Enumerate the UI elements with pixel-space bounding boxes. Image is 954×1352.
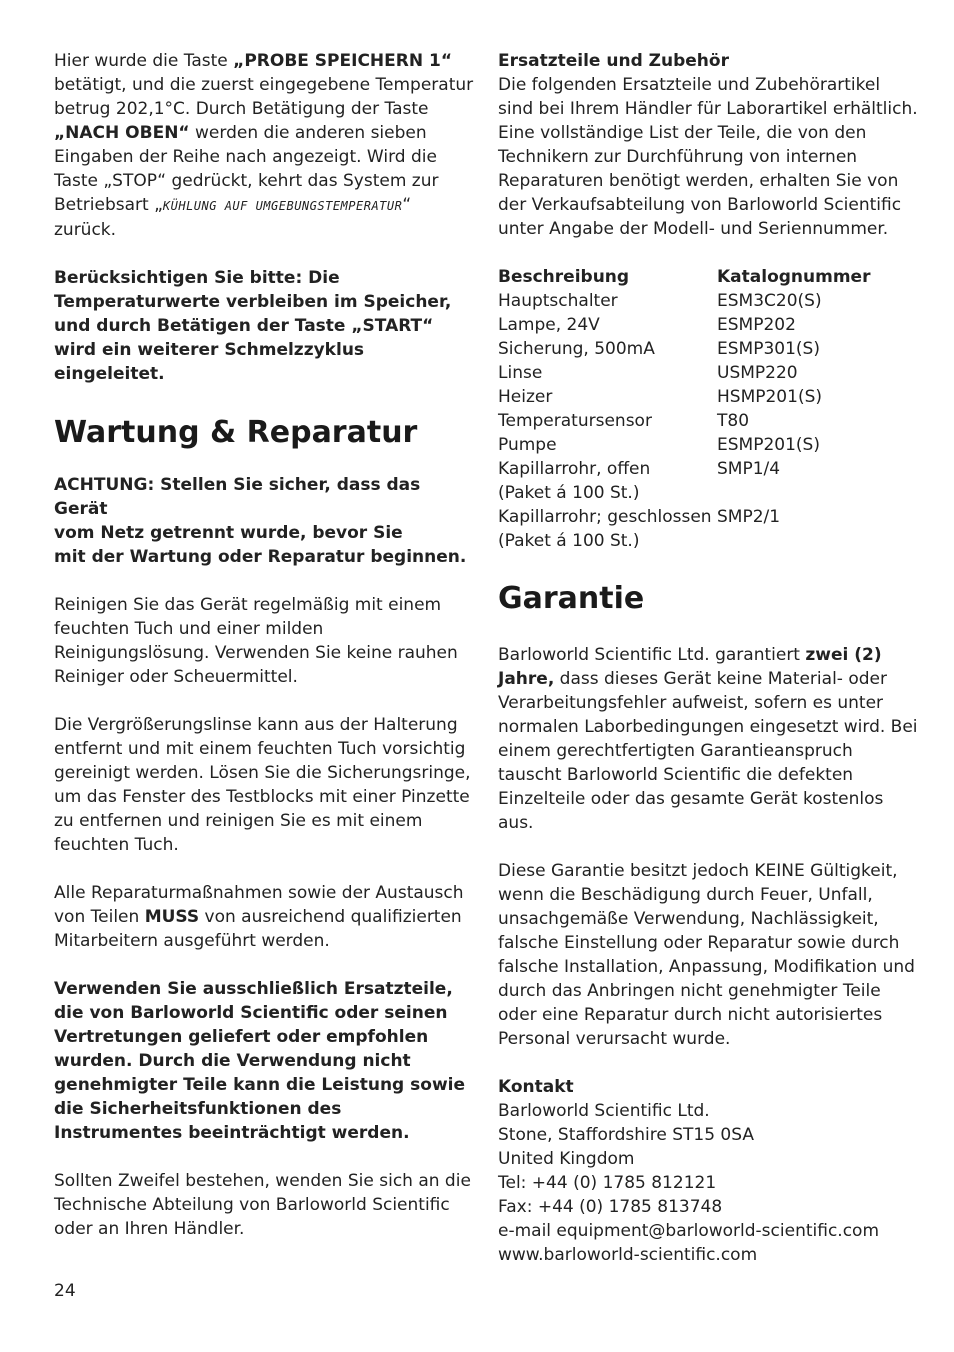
part-description: Lampe, 24V (498, 315, 600, 335)
part-description: (Paket á 100 St.) (498, 531, 640, 551)
part-description: Hauptschalter (498, 291, 618, 311)
warning-line: mit der Wartung oder Reparatur beginnen. (54, 547, 467, 567)
text-run: betätigt, und die zuerst eingegebene Temperatur betrug 202,1°C. Durch Betätigung der Taste (54, 75, 474, 119)
part-description: Temperatursensor (498, 411, 652, 431)
text-run: Hier wurde die Taste (54, 51, 234, 71)
part-description: (Paket á 100 St.) (498, 483, 640, 503)
warranty-period: zwei (2) Jahre, (498, 645, 882, 689)
table-row (498, 409, 870, 433)
emphasis-muss: MUSS (144, 907, 200, 927)
part-description: Kapillarrohr; geschlossen (498, 507, 712, 527)
part-description: Sicherung, 500mA (498, 339, 655, 359)
column-header-katalognummer: Katalognummer (717, 267, 871, 287)
part-description: Kapillarrohr, offen (498, 459, 651, 479)
text-run: dass dieses Gerät keine Material- oder Verarbeitungsfehler aufweist, sofern es unter normalen Laborbedingungen eingesetzt wird. Bei einem gerechtfertigten Garantieanspruch tauscht Barloworld Scientific die defekten Einzelteile oder das gesamte Gerät kostenlos aus. (498, 669, 918, 833)
catalog-number: T80 (717, 411, 750, 431)
table-header-row (498, 265, 870, 289)
catalog-number: ESMP201(S) (717, 435, 820, 455)
heading-wartung: Wartung & Reparatur (54, 415, 418, 450)
warranty-paragraph (498, 643, 918, 835)
catalog-number: SMP1/4 (717, 459, 781, 479)
table-row (498, 385, 870, 409)
cleaning-paragraph: Reinigen Sie das Gerät regelmäßig mit einem feuchten Tuch und einer milden Reinigungslösung. Verwenden Sie keine rauhen Reiniger oder Scheuermittel. (54, 595, 458, 687)
warning-line: ACHTUNG: Stellen Sie sicher, dass das Gerät (54, 475, 421, 519)
contact-section (498, 1075, 918, 1267)
parts-table-body (498, 289, 870, 553)
spares-heading: Ersatzteile und Zubehör (498, 51, 729, 71)
repairs-paragraph (54, 881, 474, 953)
contact-website: www.barloworld-scientific.com (498, 1245, 758, 1265)
key-label-nach-oben: „NACH OBEN“ (54, 123, 190, 143)
table-row (498, 481, 870, 505)
spares-section (498, 49, 918, 241)
catalog-number (717, 481, 870, 505)
doubt-paragraph: Sollten Zweifel bestehen, wenden Sie sich an die Technische Abteilung von Barloworld Scientific oder an Ihren Händler. (54, 1171, 471, 1239)
contact-address: Stone, Staffordshire ST15 0SA (498, 1125, 754, 1145)
catalog-number: HSMP201(S) (717, 387, 822, 407)
table-row (498, 313, 870, 337)
table-row (498, 505, 870, 529)
table-row (498, 433, 870, 457)
catalog-number: USMP220 (717, 363, 798, 383)
warning-line: vom Netz getrennt wurde, bevor Sie (54, 523, 403, 543)
part-description: Pumpe (498, 435, 557, 455)
catalog-number: SMP2/1 (717, 507, 781, 527)
achtung-warning (54, 473, 474, 569)
heading-garantie: Garantie (498, 581, 645, 616)
right-column (498, 49, 918, 1291)
probe-paragraph (54, 49, 474, 242)
table-row (498, 457, 870, 481)
contact-phone: Tel: +44 (0) 1785 812121 (498, 1173, 717, 1193)
text-run: werden die anderen sieben Eingaben der Reihe nach angezeigt. Wird die Taste „STOP“ gedrückt, kehrt das System zur Betriebsart „ (54, 123, 439, 215)
catalog-number: ESM3C20(S) (717, 291, 822, 311)
warranty-exclusions: Diese Garantie besitzt jedoch KEINE Gültigkeit, wenn die Beschädigung durch Feuer, Unfall, unsachgemäße Verwendung, Nachlässigkeit, falsche Einstellung oder Reparatur sowie durch falsche Installation, Anpassung, Modifikation und durch das Anbringen nicht genehmigter Teile oder eine Reparatur durch nicht autorisiertes Personal verursacht wurde. (498, 861, 915, 1049)
part-description: Linse (498, 363, 543, 383)
catalog-number: ESMP202 (717, 315, 796, 335)
text-run: Alle Reparaturmaßnahmen sowie der Austausch von Teilen (54, 883, 464, 927)
spares-text: Die folgenden Ersatzteile und Zubehörartikel sind bei Ihrem Händler für Laborartikel erhältlich. Eine vollständige List der Teile, die von den Technikern zur Durchführung von internen Reparaturen benötigt werden, erhalten Sie von der Verkaufsabteilung von Barloworld Scientific unter Angabe der Modell- und Seriennummer. (498, 75, 918, 239)
text-run: Barloworld Scientific Ltd. garantiert (498, 645, 806, 665)
table-row (498, 361, 870, 385)
left-column (54, 49, 474, 1265)
text-run: “ zurück. (54, 195, 412, 240)
spare-parts-warning: Verwenden Sie ausschließlich Ersatzteile, die von Barloworld Scientific oder seinen Vertretungen geliefert oder empfohlen wurden. Durch die Verwendung nicht genehmigter Teile kann die Leistung sowie die Sicherheitsfunktionen des Instrumentes beeinträchtigt werden. (54, 979, 466, 1143)
text-run: von ausreichend qualifizierten Mitarbeitern ausgeführt werden. (54, 907, 462, 951)
table-row (498, 529, 870, 553)
table-row (498, 289, 870, 313)
part-description: Heizer (498, 387, 553, 407)
contact-country: United Kingdom (498, 1149, 635, 1169)
memory-note: Berücksichtigen Sie bitte: Die Temperaturwerte verbleiben im Speicher, und durch Betätigen der Taste „START“ wird ein weiterer Schmelzzyklus eingeleitet. (54, 268, 452, 384)
table-row (498, 337, 870, 361)
contact-fax: Fax: +44 (0) 1785 813748 (498, 1197, 723, 1217)
contact-heading: Kontakt (498, 1077, 574, 1097)
catalog-number (717, 529, 870, 553)
column-header-beschreibung: Beschreibung (498, 267, 630, 287)
contact-email: e-mail equipment@barloworld-scientific.com (498, 1221, 879, 1241)
display-mode-text: KÜHLUNG AUF UMGEBUNGSTEMPERATUR (162, 199, 403, 213)
lens-paragraph: Die Vergrößerungslinse kann aus der Halterung entfernt und mit einem feuchten Tuch vorsichtig gereinigt werden. Lösen Sie die Sicherungsringe, um das Fenster des Testblocks mit einer Pinzette zu entfernen und reinigen Sie es mit einem feuchten Tuch. (54, 715, 471, 855)
key-label-probe-speichern: „PROBE SPEICHERN 1“ (233, 51, 452, 71)
page-number: 24 (54, 1281, 76, 1301)
parts-table (498, 265, 870, 553)
contact-company: Barloworld Scientific Ltd. (498, 1101, 710, 1121)
catalog-number: ESMP301(S) (717, 339, 820, 359)
